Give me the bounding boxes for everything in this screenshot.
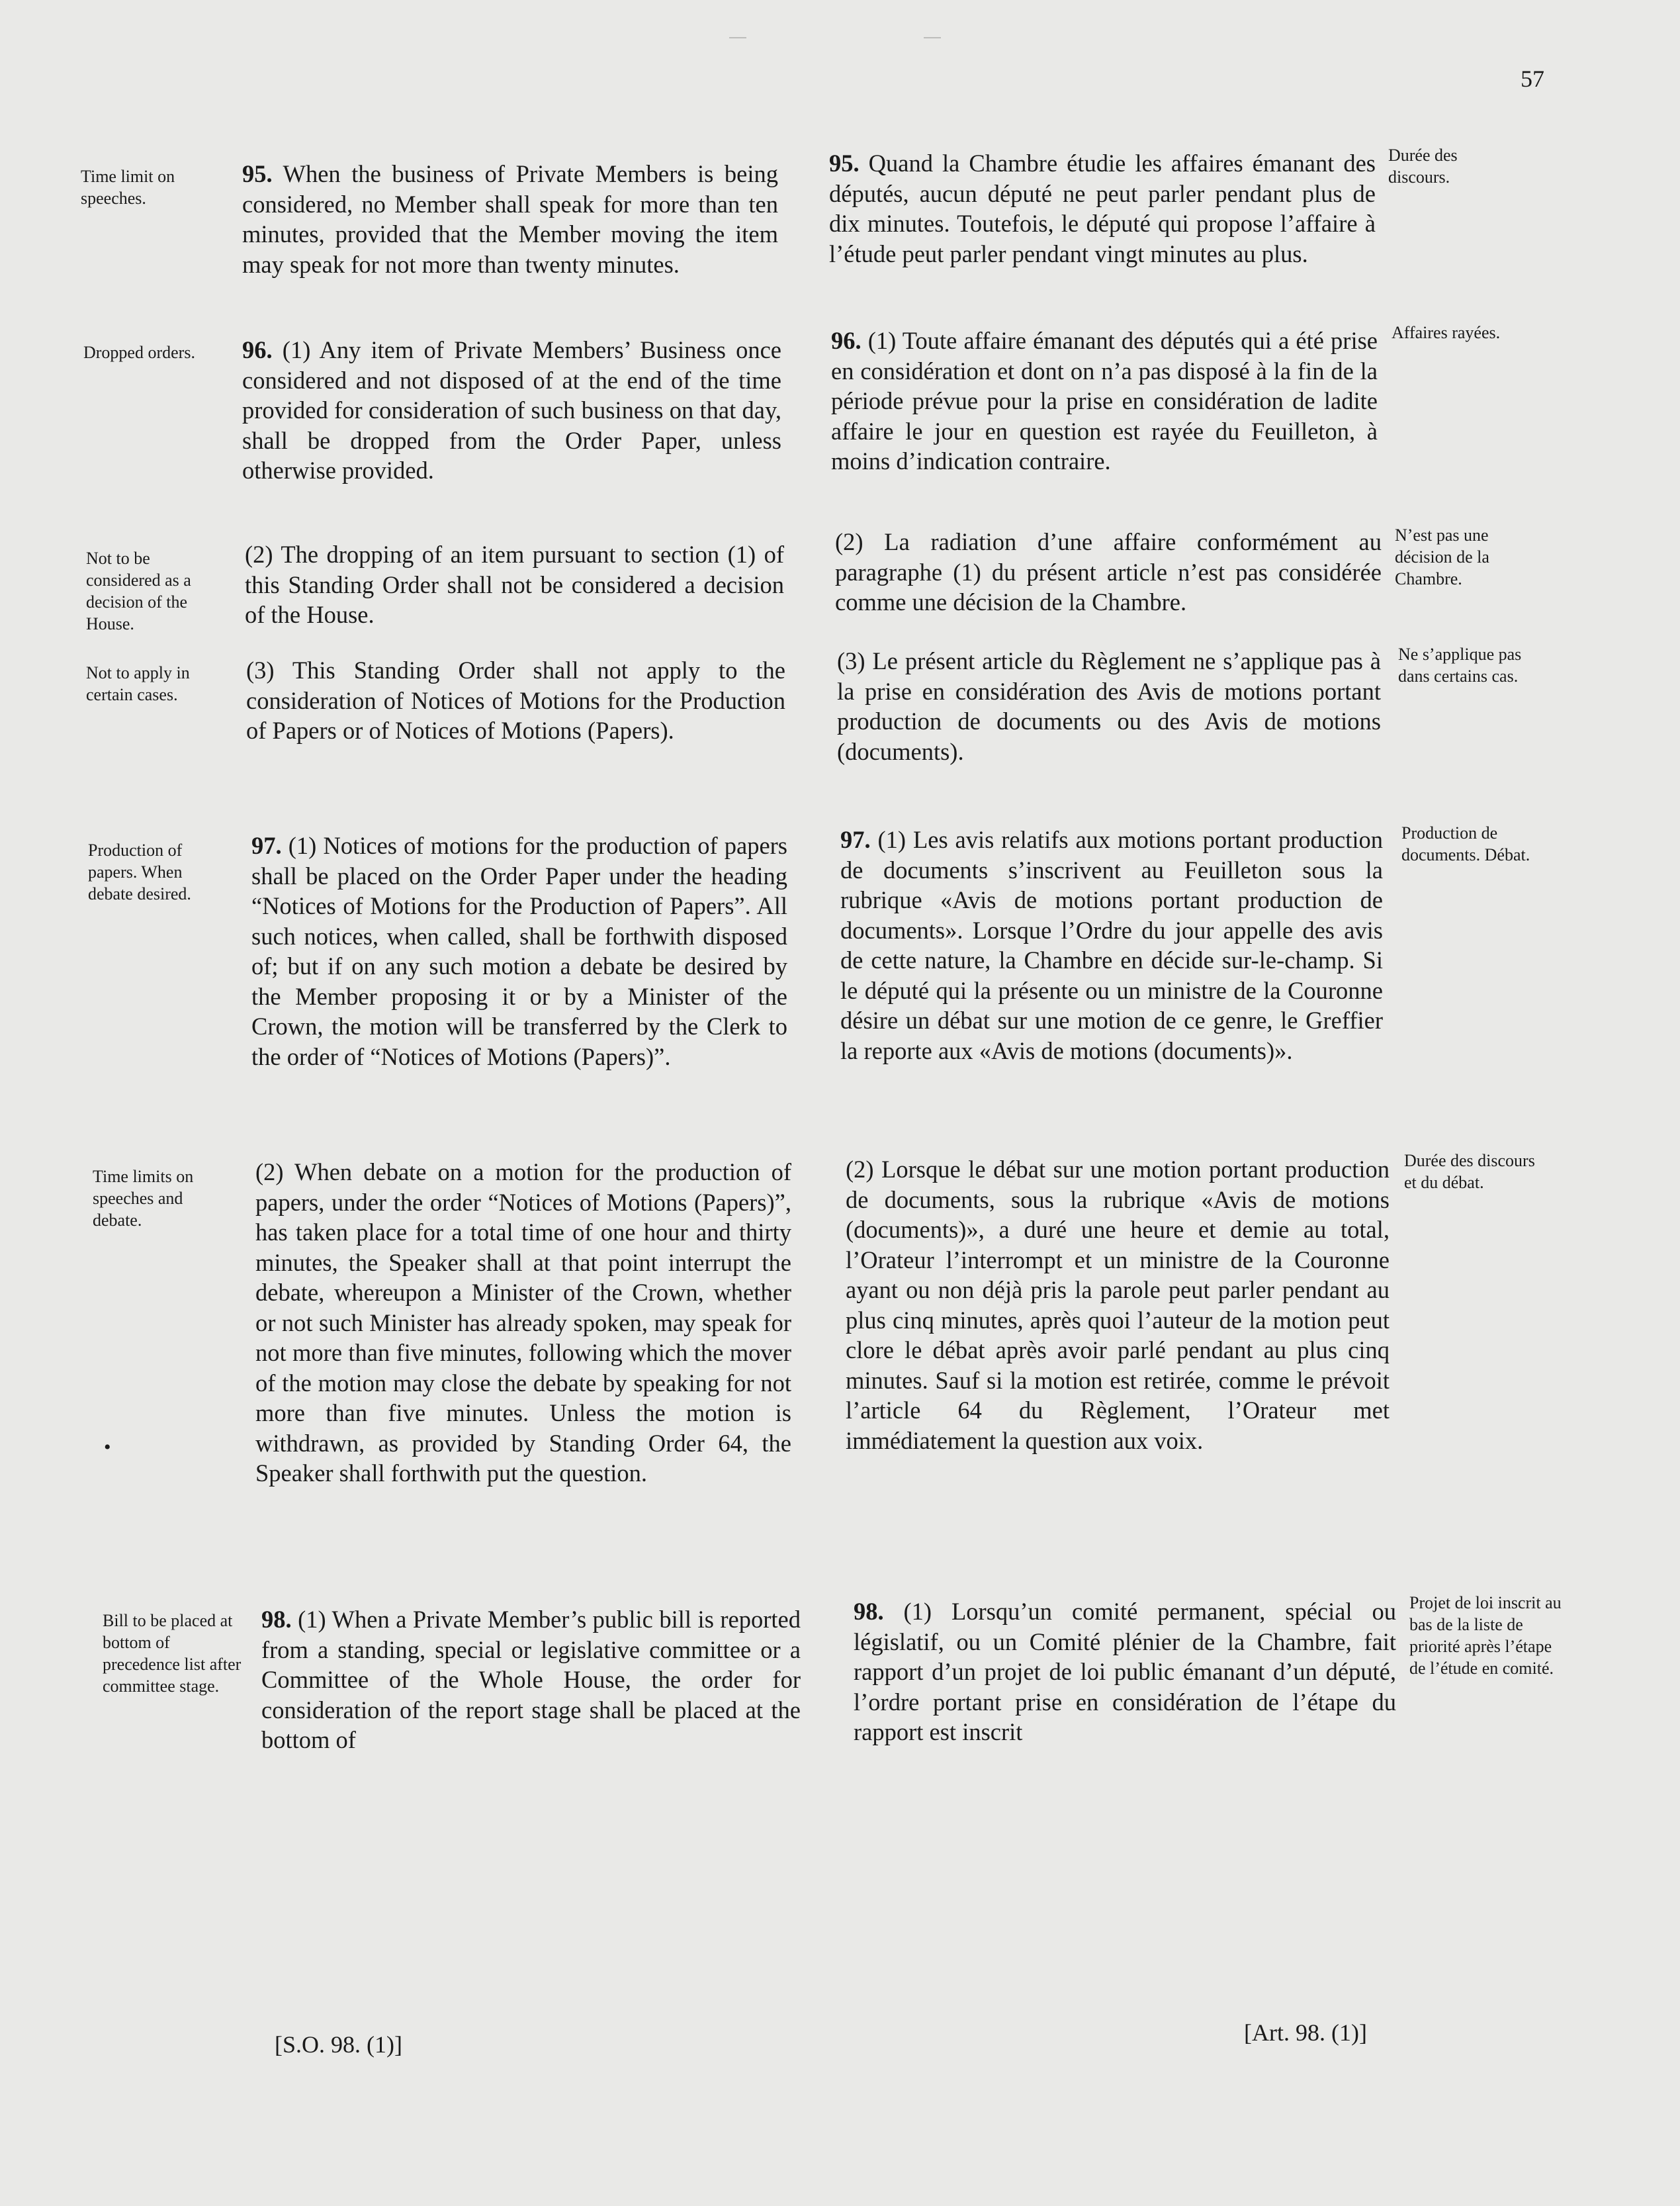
footer-reference-fr: [Art. 98. (1)] xyxy=(1244,2019,1367,2046)
paragraph-text: (1) Toute affaire émanant des députés qui a été prise en considération et dont on n’a pas disposé à la fin de la période prévue pour la prise en considération de ladite affaire le jour en question est rayée du Feuilleton, à moins d’indication contraire. xyxy=(831,327,1378,475)
stray-mark: • xyxy=(104,1436,111,1458)
paragraph-text: (1) When a Private Member’s public bill is reported from a standing, special or legislative committee or a Committee of the Whole House, the order for consideration of the report stage shall be placed at the bottom of xyxy=(261,1606,801,1753)
en-paragraph-97-2 xyxy=(255,1157,791,1489)
margin-note-production-papers: Production of papers. When debate desired. xyxy=(88,841,191,903)
section-number: 96. xyxy=(831,327,862,354)
paragraph-text: (1) Any item of Private Members’ Business once considered and not disposed of at the end of the time provided for consideration of such business on that day, shall be dropped from the Order Paper, unless otherwise provided. xyxy=(242,336,782,484)
margin-note-pas-decision: N’est pas une décision de la Chambre. xyxy=(1395,526,1489,588)
page-number: 57 xyxy=(1521,66,1544,92)
margin-note-time-limits-debate: Time limits on speeches and debate. xyxy=(93,1167,194,1230)
fr-paragraph-96-1 xyxy=(831,326,1378,477)
top-dash-mark xyxy=(924,37,941,38)
margin-note-duree-debat: Durée des discours et du débat. xyxy=(1404,1151,1535,1192)
fr-paragraph-95 xyxy=(829,148,1376,269)
en-paragraph-95 xyxy=(242,159,778,279)
paragraph-text: (2) La radiation d’une affaire conformément au paragraphe (1) du présent article n’est pas considérée comme une décision de la Chambre. xyxy=(835,528,1382,616)
margin-note-not-apply: Not to apply in certain cases. xyxy=(86,663,190,704)
paragraph-text: (1) Les avis relatifs aux motions portant production de documents s’inscrivent au Feuilleton sous la rubrique «Avis de motions portant production de documents». Lorsque l’Ordre du jour appelle des avis de cette nature, la Chambre en décide sur-le-champ. Si le député qui la présente ou un ministre de la Couronne désire un débat sur une motion de ce genre, le Greffier la reporte aux «Avis de motions (documents)». xyxy=(840,826,1383,1064)
top-dash-mark xyxy=(729,37,746,38)
section-number: 95. xyxy=(829,150,860,177)
footer-reference-en: [S.O. 98. (1)] xyxy=(275,2031,402,2058)
en-paragraph-96-1 xyxy=(242,335,781,486)
en-paragraph-98-1 xyxy=(261,1604,801,1755)
paragraph-text: (2) The dropping of an item pursuant to section (1) of this Standing Order shall not be considered a decision of the House. xyxy=(245,541,784,628)
paragraph-text: (3) This Standing Order shall not apply to the consideration of Notices of Motions for the Production of Papers or of Notices of Motions (Papers). xyxy=(246,657,785,744)
fr-paragraph-98-1 xyxy=(854,1596,1396,1747)
margin-note-time-limit: Time limit on speeches. xyxy=(81,167,175,208)
paragraph-text: (1) Notices of motions for the production of papers shall be placed on the Order Paper under the heading “Notices of Motions for the Production of Papers”. All such notices, when called, shall be forthwith disposed of; but if on any such motion a debate be desired by the Member proposing it or by a Minister of the Crown, the motion will be transferred by the Clerk to the order of “Notices of Motions (Papers)”. xyxy=(251,832,788,1070)
margin-note-production-documents: Production de documents. Débat. xyxy=(1401,823,1530,864)
fr-paragraph-97-2 xyxy=(846,1154,1390,1455)
section-number: 98. xyxy=(261,1606,292,1633)
margin-note-not-decision: Not to be considered as a decision of the House. xyxy=(86,549,191,633)
section-number: 95. xyxy=(242,160,273,187)
en-paragraph-96-3 xyxy=(246,655,785,746)
margin-note-projet-de-loi: Projet de loi inscrit au bas de la liste de priorité après l’étape de l’étude en comité. xyxy=(1409,1593,1562,1678)
margin-note-duree-discours: Durée des discours. xyxy=(1388,146,1458,187)
paragraph-text: Quand la Chambre étudie les affaires émanant des députés, aucun député ne peut parler pendant plus de dix minutes. Toutefois, le député qui propose l’affaire à l’étude peut parler pendant vingt minutes au plus. xyxy=(829,150,1376,267)
fr-paragraph-97-1 xyxy=(840,825,1383,1066)
section-number: 98. xyxy=(854,1598,884,1625)
paragraph-text: (1) Lorsqu’un comité permanent, spécial ou législatif, ou un Comité plénier de la Chambre, fait rapport d’un projet de loi public émanant d’un député, l’ordre portant prise en considération de l’étape du rapport est inscrit xyxy=(854,1598,1396,1745)
fr-paragraph-96-3 xyxy=(837,646,1381,766)
margin-note-dropped-orders: Dropped orders. xyxy=(83,343,195,362)
paragraph-text: When the business of Private Members is being considered, no Member shall speak for more than ten minutes, provided that the Member moving the item may speak for not more than twenty minutes. xyxy=(242,160,778,278)
paragraph-text: (2) Lorsque le débat sur une motion portant production de documents, sous la rubrique «Avis de motions (documents)», a duré une heure et demie au total, l’Orateur l’interrompt et un ministre de la Couronne ayant ou non déjà pris la parole peut parler pendant au plus cinq minutes, après quoi l’auteur de la motion peut clore le débat après avoir parlé pendant au plus cinq minutes. Sauf si la motion est retirée, comme le prévoit l’article 64 du Règlement, l’Orateur met immédiatement la question aux voix. xyxy=(846,1156,1390,1454)
en-paragraph-97-1 xyxy=(251,831,787,1072)
en-paragraph-96-2 xyxy=(245,539,784,630)
section-number: 96. xyxy=(242,336,273,363)
margin-note-ne-sapplique: Ne s’applique pas dans certains cas. xyxy=(1398,645,1522,686)
fr-paragraph-96-2 xyxy=(835,527,1382,618)
paragraph-text: (3) Le présent article du Règlement ne s’applique pas à la prise en considération des Avis de motions portant production de documents ou des Avis de motions (documents). xyxy=(837,647,1381,765)
paragraph-text: (2) When debate on a motion for the production of papers, under the order “Notices of Motions (Papers)”, has taken place for a total time of one hour and thirty minutes, the Speaker shall at that point interrupt the debate, whereupon a Minister of the Crown, whether or not such Minister has already spoken, may speak for not more than five minutes, following which the mover of the motion may close the debate by speaking for not more than five minutes. Unless the motion is withdrawn, as provided by Standing Order 64, the Speaker shall forthwith put the question. xyxy=(255,1158,791,1487)
section-number: 97. xyxy=(840,826,871,853)
margin-note-bill-placed: Bill to be placed at bottom of precedence list after committee stage. xyxy=(103,1611,242,1696)
margin-note-affaires-rayees: Affaires rayées. xyxy=(1392,323,1501,342)
section-number: 97. xyxy=(251,832,282,859)
